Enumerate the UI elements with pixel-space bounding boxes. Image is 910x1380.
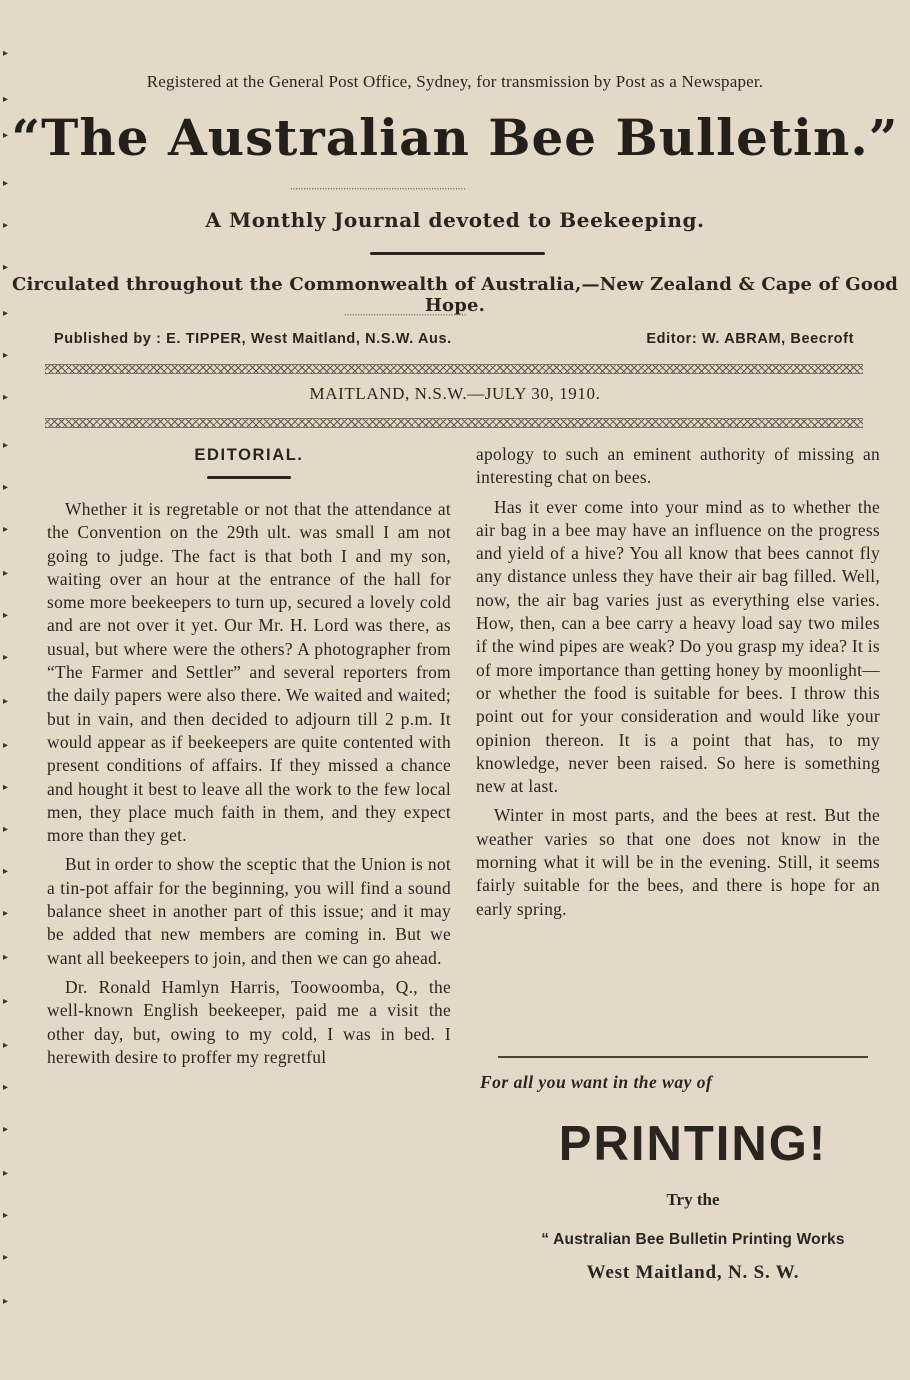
- circulation-line: Circulated throughout the Commonwealth of Australia,—New Zealand & Cape of Good Hope.: [11, 274, 899, 316]
- heading-rule: [207, 476, 291, 479]
- subtitle-rule: [370, 252, 545, 255]
- binding-holes: ▸ ▸ ▸ ▸ ▸ ▸ ▸ ▸ ▸ ▸ ▸ ▸ ▸ ▸ ▸ ▸ ▸ ▸ ▸ ▸ ▸ ▸ ▸ ▸ ▸ ▸ ▸ ▸ ▸ ▸: [3, 48, 9, 1307]
- postal-registration-notice: Registered at the General Post Office, Sydney, for transmission by Post as a Newspaper.: [146, 72, 764, 91]
- ornamental-divider-small: ‛‛‛‛‛‛‛‛‛‛‛‛‛‛‛‛‛‛‛‛‛‛‛‛‛‛‛‛‛‛‛‛‛‛‛‛‛‛‛‛‛‛‛‛‛‛: [344, 314, 467, 320]
- editorial-paragraph: Whether it is regretable or not that the attendance at the Convention on the 29th ult. was small I am not going to judge. The fact is that both I and my son, waiting over an hour at the entrance of the hall for some more beekeepers to turn up, secured a lovely cold and are not over it yet. Our Mr. H. Lord was there, as usual, but where were the others? A photographer from “The Farmer and Settler” and several reporters from the daily papers were also there. We waited and waited; but in vain, and then decided to adjourn till 2 p.m. It would appear as if beekeepers are quite contented with present conditions of affairs. If they missed a chance and hought it best to leave all the work to the few local men, they place much faith in them, and they expect more than they get.: [47, 499, 451, 846]
- editor-credit: Editor: W. ABRAM, Beecroft: [646, 331, 854, 347]
- chain-rule-bottom: [45, 418, 863, 428]
- editorial-column-right: [476, 443, 880, 927]
- dateline: MAITLAND, N.S.W.—JULY 30, 1910.: [309, 384, 601, 403]
- editorial-paragraph: Dr. Ronald Hamlyn Harris, Toowoomba, Q., the well-known English beekeeper, paid me a visit the other day, but, owing to my cold, I was in bed. I herewith desire to proffer my regretful: [47, 976, 451, 1067]
- editorial-paragraph: But in order to show the sceptic that the Union is not a tin-pot affair for the beginning, you will find a sound balance sheet in another part of this issue; and it may be added that new members are coming in. But we want all beekeepers to join, and then we can go ahead.: [47, 854, 451, 968]
- advertisement-rule: [498, 1056, 868, 1058]
- masthead-title: “The Australian Bee Bulletin.”: [11, 108, 899, 167]
- advertisement-works: “ Australian Bee Bulletin Printing Works: [541, 1231, 845, 1248]
- publication-credits: [54, 331, 854, 347]
- chain-rule-top: [45, 364, 863, 374]
- editorial-heading: EDITORIAL.: [194, 446, 304, 464]
- advertisement-lead: For all you want in the way of: [480, 1072, 713, 1092]
- masthead-subtitle: A Monthly Journal devoted to Beekeeping.: [205, 208, 705, 232]
- advertisement-try: Try the: [666, 1190, 720, 1209]
- editorial-paragraph: apology to such an eminent authority of missing an interesting chat on bees.: [476, 444, 880, 488]
- ornamental-divider: ‛‛‛‛‛‛‛‛‛‛‛‛‛‛‛‛‛‛‛‛‛‛‛‛‛‛‛‛‛‛‛‛‛‛‛‛‛‛‛‛‛‛‛‛‛‛‛‛‛‛‛‛‛‛‛‛‛‛‛‛‛‛‛‛‛‛: [290, 188, 466, 194]
- advertisement-headline: PRINTING!: [558, 1117, 828, 1171]
- editorial-column-left: [47, 444, 451, 1075]
- editorial-paragraph: Winter in most parts, and the bees at rest. But the weather varies so that one does not know in the morning what it will be in the evening. Still, it seems fairly suitable for the bees, and there is hope for an early spring.: [476, 805, 880, 919]
- advertisement-place: West Maitland, N. S. W.: [586, 1262, 800, 1283]
- publisher-credit: Published by : E. TIPPER, West Maitland, N.S.W. Aus.: [54, 331, 452, 347]
- editorial-paragraph: Has it ever come into your mind as to whether the air bag in a bee may have an influence on the progress and yield of a hive? You all know that bees cannot fly any distance unless they have their air bag filled. Well, now, the air bag varies just as everything else varies. How, then, can a bee carry a heavy load say two miles if the wind pipes are weak? Do you grasp my idea? It is of more importance than getting honey by moonlight—or whether the food is suitable for bees. I throw this point out for your consideration and would like your opinion thereon. It is a point that has, to my knowledge, never been raised. So here is something new at last.: [476, 496, 880, 797]
